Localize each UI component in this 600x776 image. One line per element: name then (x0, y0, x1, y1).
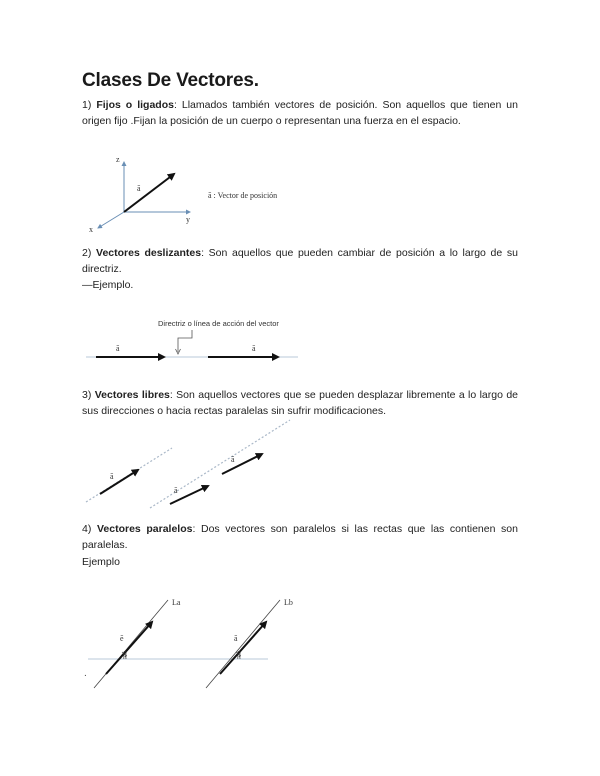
angle-label-1: β (123, 650, 128, 659)
section-number: 3) (82, 389, 92, 401)
line-a-label: La (172, 598, 181, 607)
free-vector-label-1: ā (110, 472, 114, 481)
trailing-mark: . (84, 668, 87, 679)
line-b-label: Lb (284, 598, 293, 607)
parallel-vector-arrow-2 (220, 622, 266, 674)
line-a (94, 600, 168, 688)
free-vector-label-2: ā (174, 486, 178, 495)
figure-caption: ā : Vector de posición (208, 191, 278, 200)
section-text: : Llamados también vectores de posición. Son aquellos que tienen un origen fijo .Fijan la posición de un cuerpo o representan una fuerza en el espacio. (82, 99, 518, 127)
directrix-caption: Directriz o línea de acción del vector (158, 319, 279, 328)
section-text: : Son aquellos que pueden cambiar de posición a lo largo de su directriz. (82, 247, 518, 275)
section-term: Vectores paralelos (96, 523, 193, 535)
section-term: Fijos o ligados (96, 99, 174, 111)
section-number: 2) (82, 247, 92, 259)
parallel-vector-label-1: ē (120, 634, 124, 643)
section-text: : Dos vectores son paralelos si las rectas que las contienen son paralelas. (82, 523, 518, 551)
sliding-vector-label-1: ā (116, 344, 120, 353)
section-number: 1) (82, 99, 92, 111)
example-label: —Ejemplo. (82, 279, 134, 291)
section-number: 4) (82, 523, 92, 535)
section-term: Vectores libres (94, 389, 170, 401)
axis-z-label: z (116, 155, 120, 164)
vector-label: ā (137, 184, 141, 193)
axis-x-label: x (89, 225, 93, 234)
angle-label-2: β (237, 650, 242, 659)
sliding-vector-label-2: ā (252, 344, 256, 353)
page-title: Clases De Vectores. (82, 70, 259, 91)
line-b (206, 600, 280, 688)
section-text: : Son aquellos vectores que se pueden desplazar libremente a lo largo de sus direcciones o hacia rectas paralelas sin sufrir modificaciones. (82, 389, 518, 417)
section-term: Vectores deslizantes (96, 247, 202, 259)
axis-y-label: y (186, 215, 190, 224)
free-vector-label-3: ā (231, 455, 235, 464)
parallel-vector-arrow-1 (106, 622, 152, 674)
parallel-vector-label-2: ā (234, 634, 238, 643)
example-label: Ejemplo (82, 556, 120, 568)
